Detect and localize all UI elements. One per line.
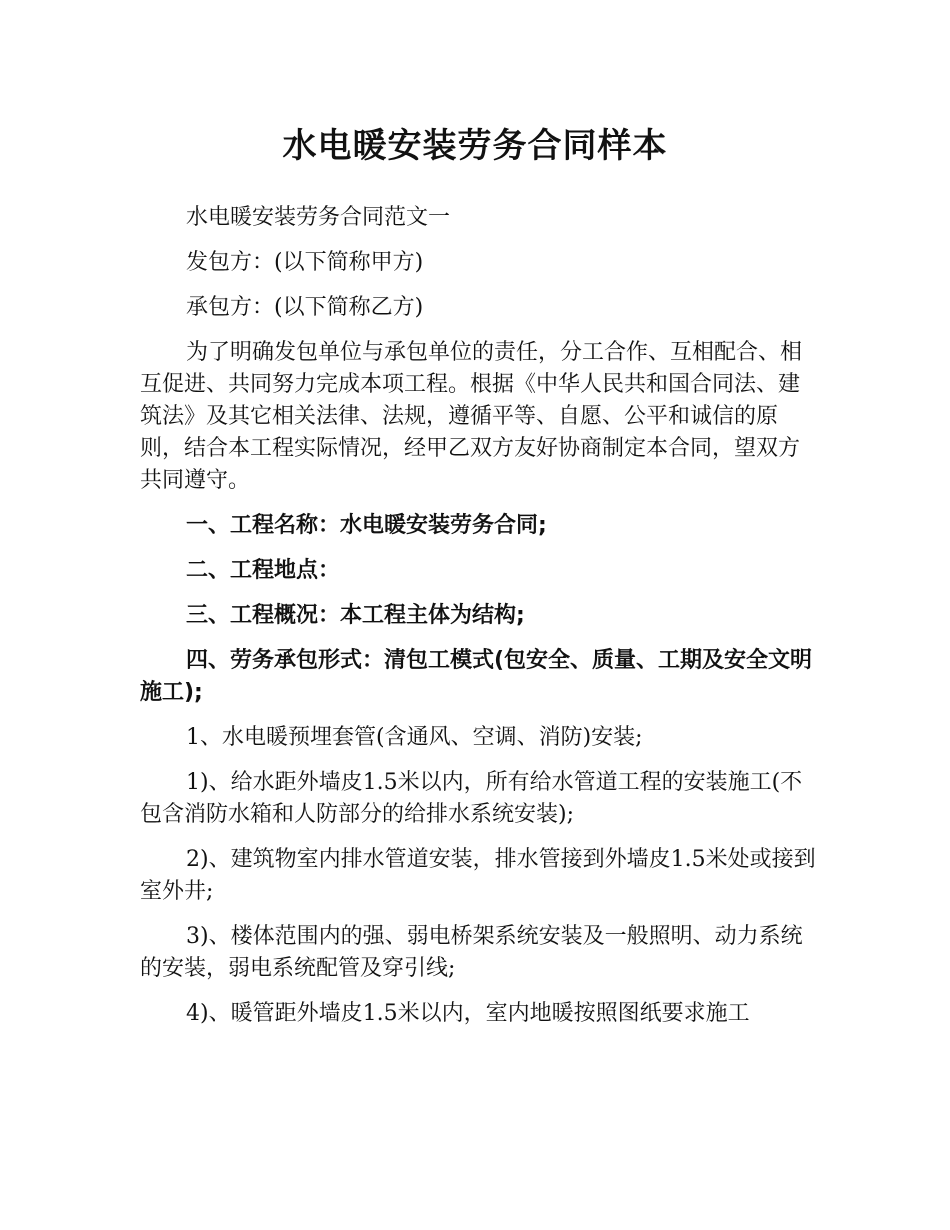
item-1-3: 3)、楼体范围内的强、弱电桥架系统安装及一般照明、动力系统的安装，弱电系统配管及穿引线; [140, 924, 803, 981]
item-1-4: 4)、暖管距外墙皮1.5米以内，室内地暖按照图纸要求施工 [186, 1001, 750, 1026]
item-1-1: 1)、给水距外墙皮1.5米以内，所有给水管道工程的安装施工(不包含消防水箱和人防部分的给排水系统安装); [140, 770, 803, 827]
section-project-location: 二、工程地点： [186, 558, 341, 583]
section-contract-form: 四、劳务承包形式：清包工模式(包安全、质量、工期及安全文明施工); [140, 648, 813, 705]
paragraph-preamble: 为了明确发包单位与承包单位的责任，分工合作、互相配合、相互促进、共同努力完成本项工程。根据《中华人民共和国合同法、建筑法》及其它相关法律、法规，遵循平等、自愿、公平和诚信的原则，结合本工程实际情况，经甲乙双方友好协商制定本合同，望双方共同遵守。 [140, 340, 803, 493]
document-body [140, 202, 820, 1043]
section-project-name: 一、工程名称：水电暖安装劳务合同; [186, 513, 547, 538]
document-title: 水电暖安装劳务合同样本 [282, 126, 668, 166]
item-1-2: 2)、建筑物室内排水管道安装，排水管接到外墙皮1.5米处或接到室外井; [140, 847, 816, 904]
paragraph-party-a: 发包方：(以下简称甲方) [186, 250, 424, 275]
section-project-overview: 三、工程概况：本工程主体为结构; [186, 603, 525, 628]
paragraph-subtitle: 水电暖安装劳务合同范文一 [186, 205, 451, 230]
paragraph-party-b: 承包方：(以下简称乙方) [186, 295, 424, 320]
item-1: 1、水电暖预埋套管(含通风、空调、消防)安装; [186, 725, 643, 750]
